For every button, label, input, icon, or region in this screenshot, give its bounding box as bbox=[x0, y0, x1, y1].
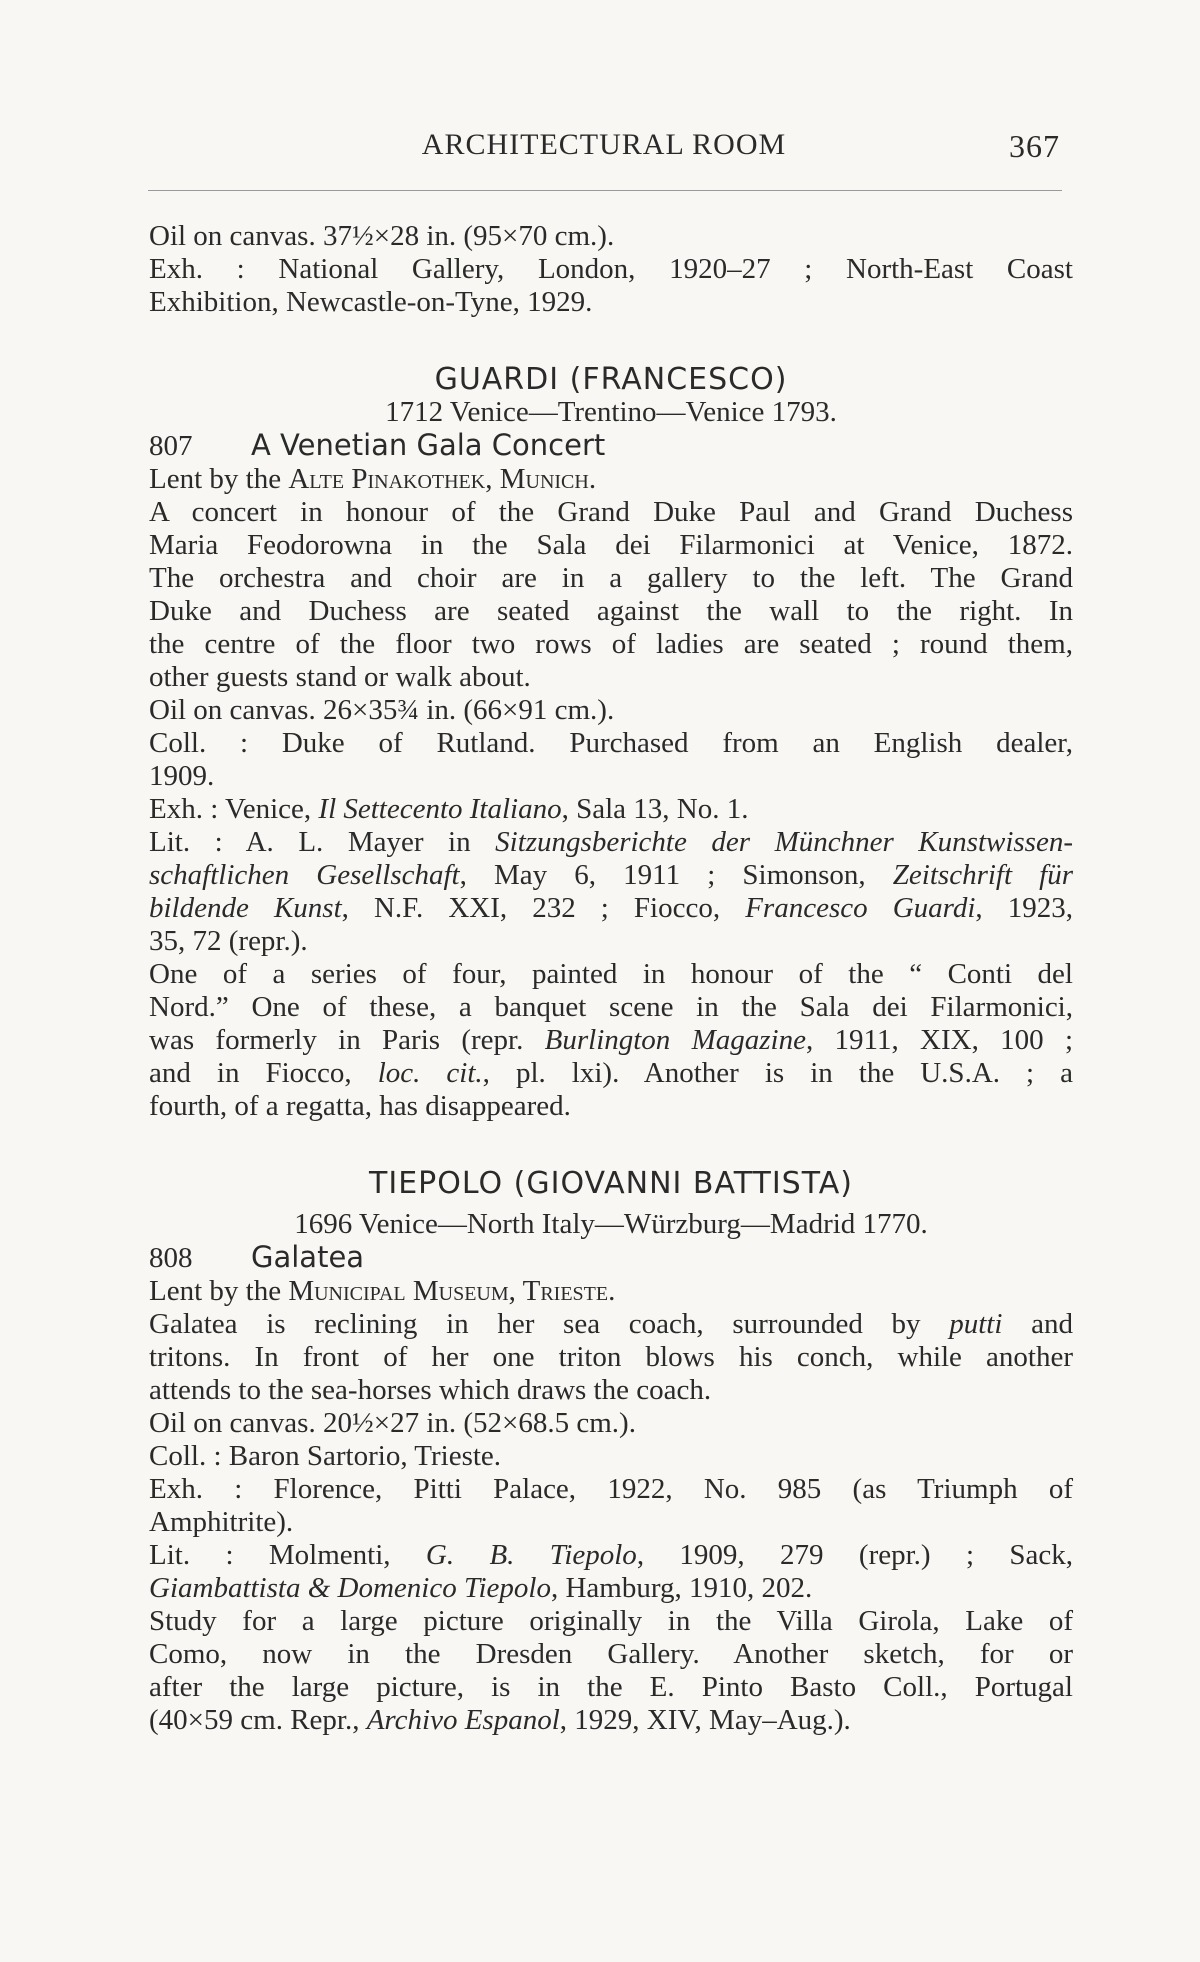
publication-title: Giambattista & Domenico Tiepolo bbox=[149, 1572, 551, 1604]
lender-line bbox=[149, 1275, 1073, 1308]
description-line: the centre of the floor two rows of ladies are seated ; round them, bbox=[149, 628, 1073, 660]
running-title: ARCHITECTURAL ROOM bbox=[421, 128, 787, 161]
description-line: other guests stand or walk about. bbox=[149, 661, 531, 693]
literature-line bbox=[149, 892, 1073, 925]
text: and in Fiocco, bbox=[149, 1057, 378, 1089]
spacer bbox=[149, 1123, 1073, 1167]
exhibition-line: Exh. : National Gallery, London, 1920–27 ; North-East Coast bbox=[149, 253, 1073, 285]
lender-name: Municipal Museum, Trieste. bbox=[288, 1275, 616, 1307]
spacer bbox=[149, 319, 1073, 363]
note-line bbox=[149, 1057, 1073, 1090]
literature-line: 35, 72 (repr.). bbox=[149, 925, 308, 957]
text: , 1929, XIV, May–Aug.). bbox=[559, 1704, 851, 1736]
description-line: attends to the sea-horses which draws the coach. bbox=[149, 1374, 712, 1406]
note-line: One of a series of four, painted in honour of the “ Conti del bbox=[149, 958, 1073, 990]
note-line bbox=[149, 1024, 1073, 1057]
header-rule bbox=[148, 190, 1062, 191]
description-line bbox=[149, 1308, 1073, 1341]
text: was formerly in Paris (repr. bbox=[149, 1024, 545, 1056]
lent-prefix: Lent by the bbox=[149, 463, 289, 495]
entry-number: 808 bbox=[149, 1242, 193, 1274]
publication-title: bildende Kunst bbox=[149, 892, 342, 924]
exhibition-line: Exh. : Florence, Pitti Palace, 1922, No. 985 (as Triumph of bbox=[149, 1473, 1073, 1505]
note-line bbox=[149, 1704, 1073, 1737]
literature-line bbox=[149, 826, 1073, 859]
spacer bbox=[149, 1200, 1073, 1208]
collection-line: Coll. : Baron Sartorio, Trieste. bbox=[149, 1440, 502, 1472]
text: , pl. lxi). Another is in the U.S.A. ; a bbox=[482, 1057, 1074, 1089]
artist-dates-guardi: 1712 Venice—Trentino—Venice 1793. bbox=[385, 396, 837, 428]
artist-heading-guardi: GUARDI (FRANCESCO) bbox=[434, 362, 788, 397]
collection-line: Coll. : Duke of Rutland. Purchased from an English dealer, bbox=[149, 727, 1073, 759]
entry-number: 807 bbox=[149, 430, 193, 462]
publication-title: Zeitschrift für bbox=[892, 859, 1073, 891]
description-line: A concert in honour of the Grand Duke Paul and Grand Duchess bbox=[149, 496, 1073, 528]
text: , 1923, bbox=[975, 892, 1073, 924]
text: Lit. : A. L. Mayer in bbox=[149, 826, 496, 858]
literature-line bbox=[149, 1539, 1073, 1572]
text: Exh. : Venice, bbox=[149, 793, 319, 825]
publication-title: Sitzungsberichte der Münchner Kunstwissen- bbox=[495, 826, 1073, 858]
text: , 1909, 279 (repr.) ; Sack, bbox=[636, 1539, 1073, 1571]
exhibition-title: Il Settecento Italiano bbox=[318, 793, 562, 825]
text: , N.F. XXI, 232 ; Fiocco, bbox=[341, 892, 746, 924]
publication-title: G. B. Tiepolo bbox=[425, 1539, 637, 1571]
note-line: Study for a large picture originally in the Villa Girola, Lake of bbox=[149, 1605, 1073, 1637]
text: (40×59 cm. Repr., bbox=[149, 1704, 367, 1736]
exhibition-line-cont: Amphitrite). bbox=[149, 1506, 294, 1538]
work-title: Galatea bbox=[251, 1240, 365, 1274]
note-line: Nord.” One of these, a banquet scene in the Sala dei Filarmonici, bbox=[149, 991, 1073, 1023]
publication-title: Archivo Espanol bbox=[366, 1704, 560, 1736]
note-line: after the large picture, is in the E. Pinto Basto Coll., Portugal bbox=[149, 1671, 1073, 1703]
lender-name: Alte Pinakothek, Munich. bbox=[288, 463, 597, 495]
note-line: fourth, of a regatta, has disappeared. bbox=[149, 1090, 571, 1122]
lender-line bbox=[149, 463, 1073, 496]
text: Lit. : Molmenti, bbox=[149, 1539, 426, 1571]
publication-title: Francesco Guardi bbox=[745, 892, 976, 924]
literature-line bbox=[149, 1572, 1073, 1605]
publication-title: schaftlichen Gesellschaft bbox=[149, 859, 460, 891]
description-line: Duke and Duchess are seated against the wall to the right. In bbox=[149, 595, 1073, 627]
text: , Hamburg, 1910, 202. bbox=[550, 1572, 813, 1604]
medium-line: Oil on canvas. 37½×28 in. (95×70 cm.). bbox=[149, 220, 615, 252]
collection-line-cont: 1909. bbox=[149, 760, 215, 792]
exhibition-line bbox=[149, 793, 1073, 826]
description-line: The orchestra and choir are in a gallery to the left. The Grand bbox=[149, 562, 1073, 594]
running-header bbox=[148, 128, 1060, 172]
text: , 1911, XIX, 100 ; bbox=[806, 1024, 1073, 1056]
medium-line: Oil on canvas. 20½×27 in. (52×68.5 cm.). bbox=[149, 1407, 636, 1439]
literature-line bbox=[149, 859, 1073, 892]
exhibition-line-cont: Exhibition, Newcastle-on-Tyne, 1929. bbox=[149, 286, 593, 318]
medium-line: Oil on canvas. 26×35¾ in. (66×91 cm.). bbox=[149, 694, 615, 726]
entry-808-title bbox=[149, 1241, 1073, 1275]
description-line: Maria Feodorowna in the Sala dei Filarmonici at Venice, 1872. bbox=[149, 529, 1073, 561]
lent-prefix: Lent by the bbox=[149, 1275, 289, 1307]
artist-heading-tiepolo: TIEPOLO (GIOVANNI BATTISTA) bbox=[369, 1166, 853, 1201]
italic-term: putti bbox=[949, 1308, 1003, 1340]
work-title: A Venetian Gala Concert bbox=[251, 428, 606, 462]
publication-title: Burlington Magazine bbox=[544, 1024, 806, 1056]
citation: loc. cit. bbox=[377, 1057, 483, 1089]
description-line: tritons. In front of her one triton blows his conch, while another bbox=[149, 1341, 1073, 1373]
artist-dates-tiepolo: 1696 Venice—North Italy—Würzburg—Madrid 1770. bbox=[294, 1208, 928, 1240]
page-body bbox=[149, 220, 1073, 1737]
entry-807-title bbox=[149, 429, 1073, 463]
page-number: 367 bbox=[1009, 128, 1060, 164]
note-line: Como, now in the Dresden Gallery. Another sketch, for or bbox=[149, 1638, 1073, 1670]
text: , Sala 13, No. 1. bbox=[561, 793, 749, 825]
text: Galatea is reclining in her sea coach, surrounded by bbox=[149, 1308, 950, 1340]
text: , May 6, 1911 ; Simonson, bbox=[459, 859, 893, 891]
text: and bbox=[1002, 1308, 1073, 1340]
